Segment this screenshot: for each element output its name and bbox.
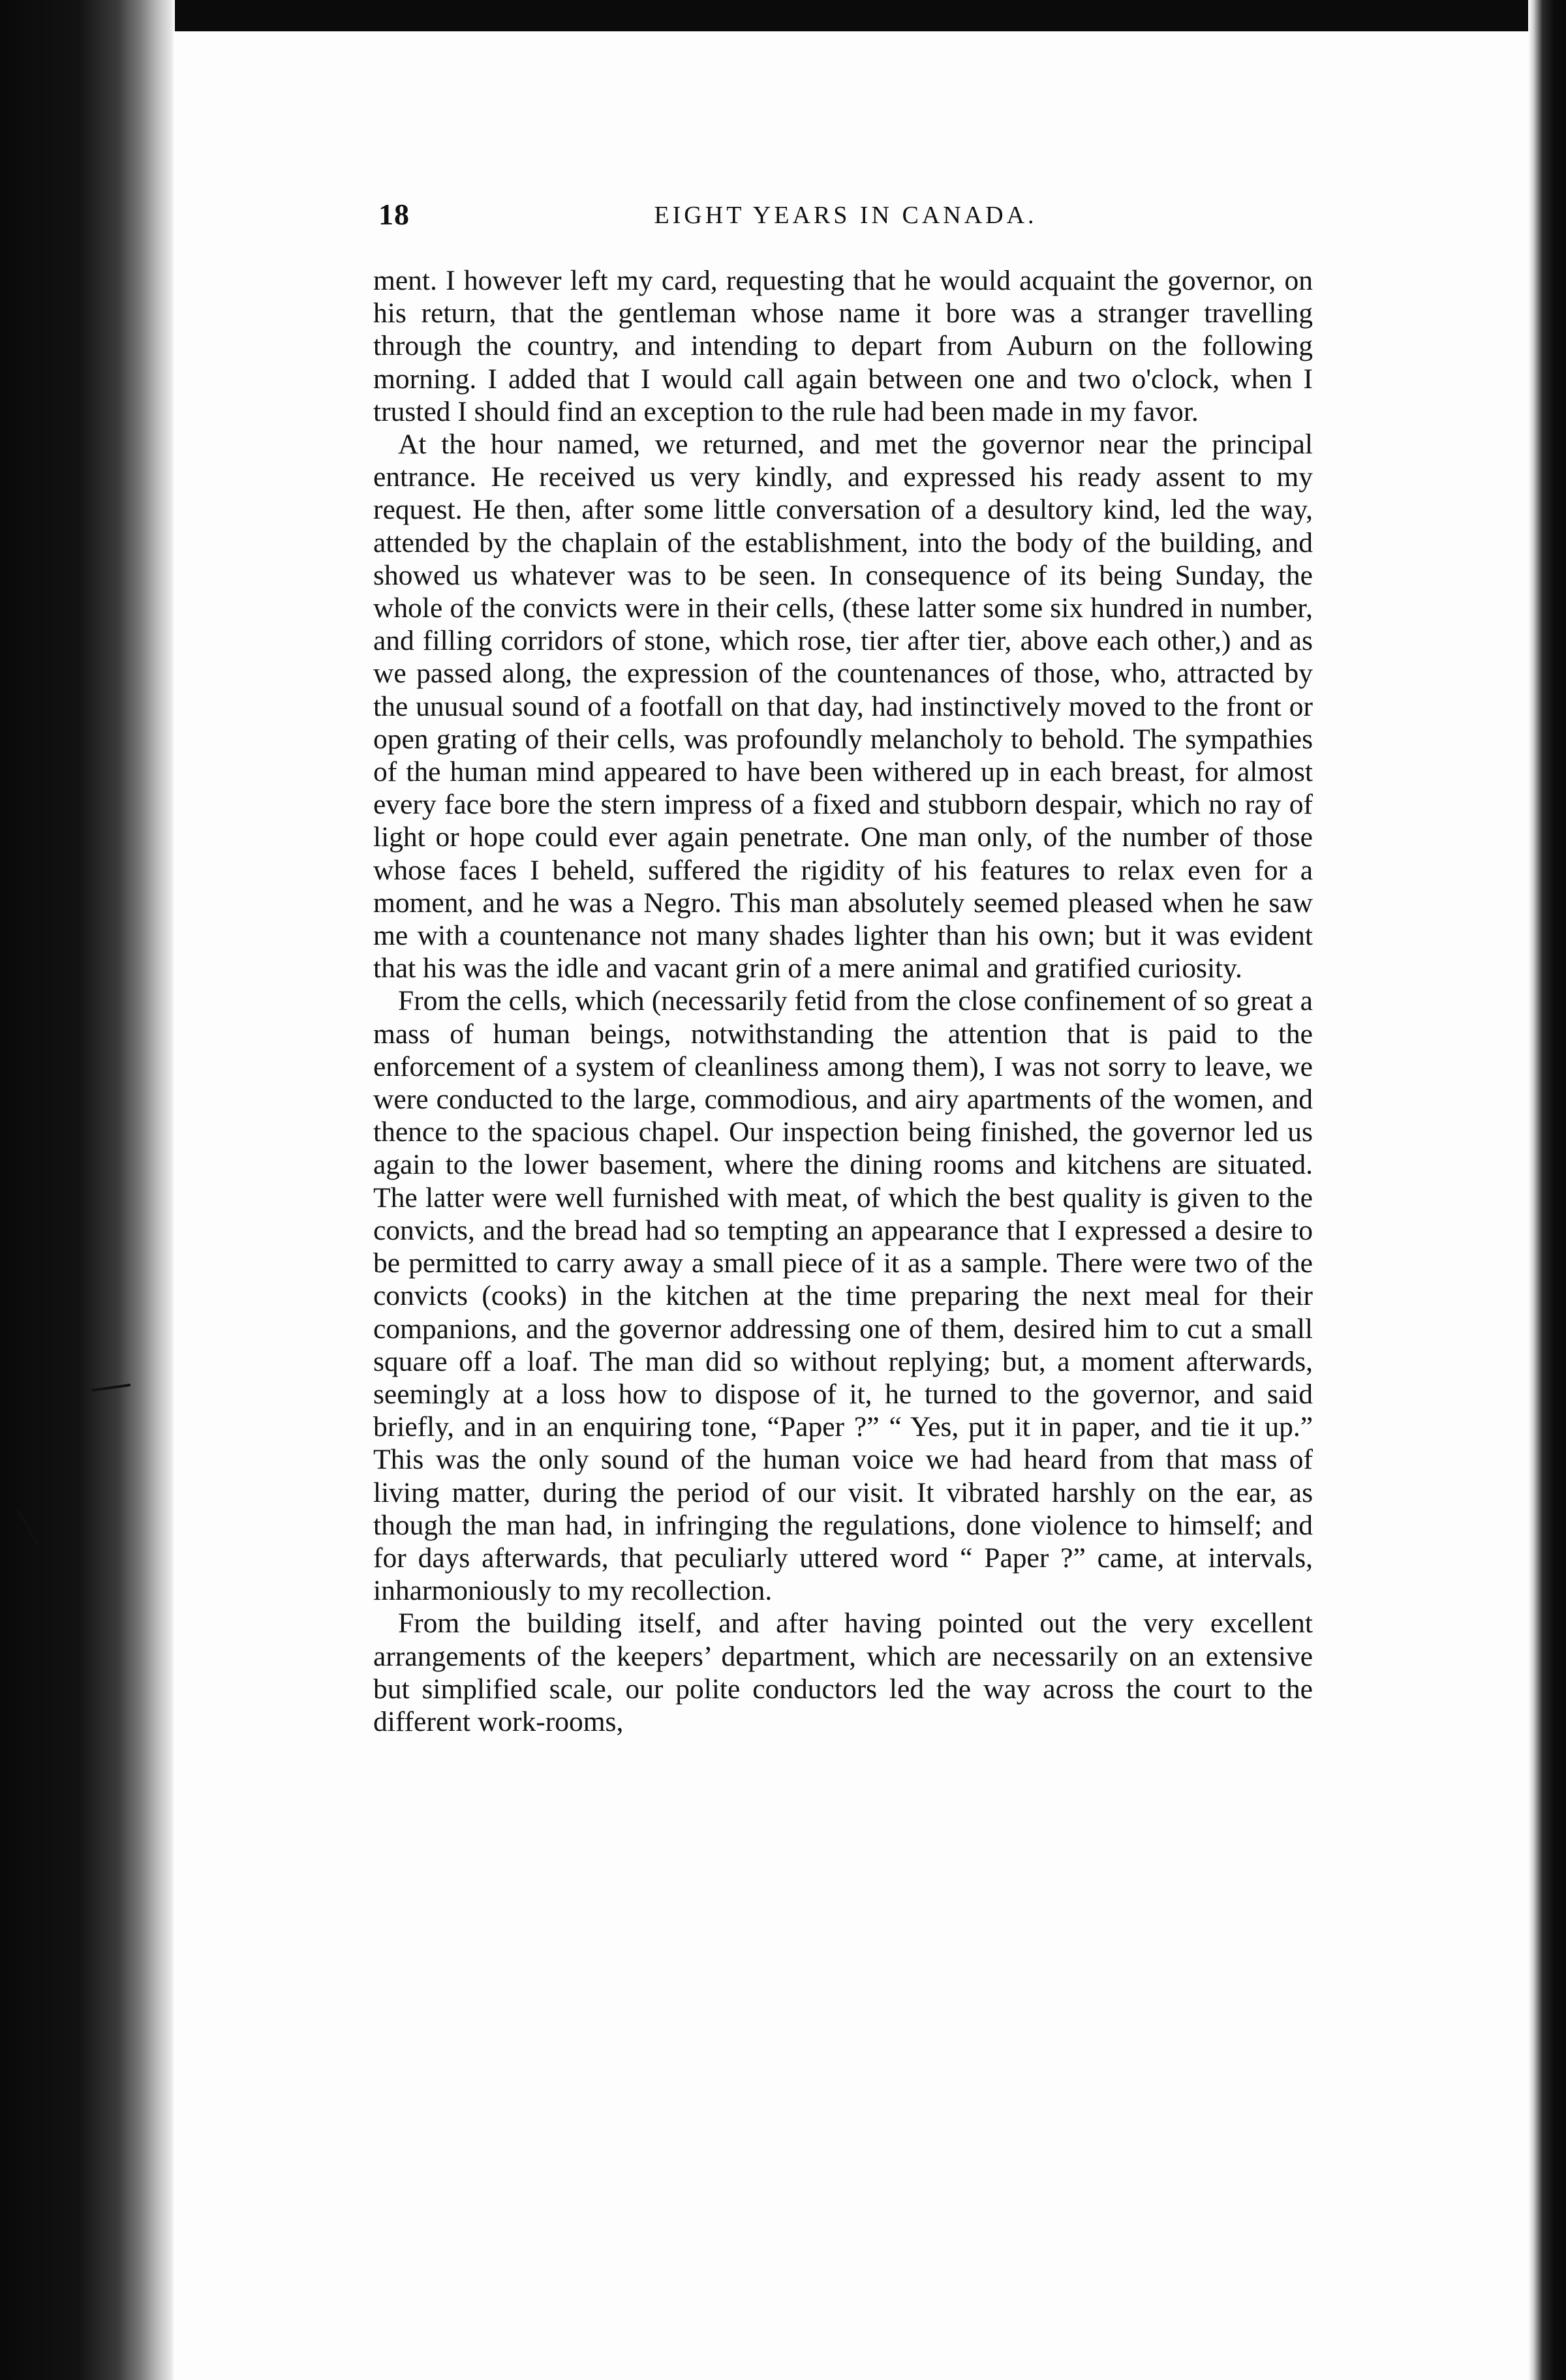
paragraph: At the hour named, we returned, and met the governor near the principal entrance. He received us very kindly, and expressed his ready assent to my request. He then, after some little conversation of a desultory kind, led the way, attended by the chaplain of the establishment, into the body of the building, and showed us whatever was to be seen. In consequence of its being Sunday, the whole of the convicts were in their cells, (these latter some six hundred in number, and filling corridors of stone, which rose, tier after tier, above each other,) and as we passed along, the expression of the countenances of those, who, attracted by the unusual sound of a footfall on that day, had instinctively moved to the front or open grating of their cells, was profoundly melancholy to behold. The sympathies of the human mind appeared to have been withered up in each breast, for almost every face bore the stern impress of a fixed and stubborn despair, which no ray of light or hope could ever again penetrate. One man only, of the number of those whose faces I beheld, suffered the rigidity of his features to relax even for a moment, and he was a Negro. This man absolutely seemed pleased when he saw me with a countenance not many shades lighter than his own; but it was evident that his was the idle and vacant grin of a mere animal and gratified curiosity. (373, 429, 1313, 984)
scan-border-right (1528, 0, 1566, 2380)
page-number: 18 (378, 198, 410, 231)
running-header (378, 197, 1313, 236)
paragraph: From the cells, which (necessarily fetid from the close confinement of so great a mass of human beings, notwithstanding the attention that is paid to the enforcement of a system of cleanliness among them), I was not sorry to leave, we were conducted to the large, commodious, and airy apartments of the women, and thence to the spacious chapel. Our inspection being finished, the governor led us again to the lower basement, where the dining rooms and kitchens are situated. The latter were well furnished with meat, of which the best quality is given to the convicts, and the bread had so tempting an appearance that I expressed a desire to be permitted to carry away a small piece of it as a sample. There were two of the convicts (cooks) in the kitchen at the time preparing the next meal for their companions, and the governor addressing one of them, desired him to cut a small square off a loaf. The man did so without replying; but, a moment afterwards, seemingly at a loss how to dispose of it, he turned to the governor, and said briefly, and in an enquiring tone, “Paper ?” “ Yes, put it in paper, and tie it up.” This was the only sound of the human voice we had heard from that mass of living matter, during the period of our visit. It vibrated harshly on the ear, as though the man had, in infringing the regulations, done violence to himself; and for days afterwards, that peculiarly uttered word “ Paper ?” came, at intervals, inharmoniously to my recollection. (373, 985, 1313, 1607)
scan-border-top (0, 0, 1566, 31)
body-text (373, 264, 1313, 1738)
running-title: EIGHT YEARS IN CANADA. (654, 202, 1037, 229)
paragraph: From the building itself, and after having pointed out the very excellent arrangements of the keepers’ department, which are necessarily on an extensive but simplified scale, our polite conductors led the way across the court to the different work-rooms, (373, 1608, 1313, 1737)
paragraph: ment. I however left my card, requesting that he would acquaint the governor, on his return, that the gentleman whose name it bore was a stranger travelling through the country, and intending to depart from Auburn on the following morning. I added that I would call again between one and two o'clock, when I trusted I should find an exception to the rule had been made in my favor. (373, 265, 1313, 427)
scan-binding-shadow (0, 0, 175, 2380)
